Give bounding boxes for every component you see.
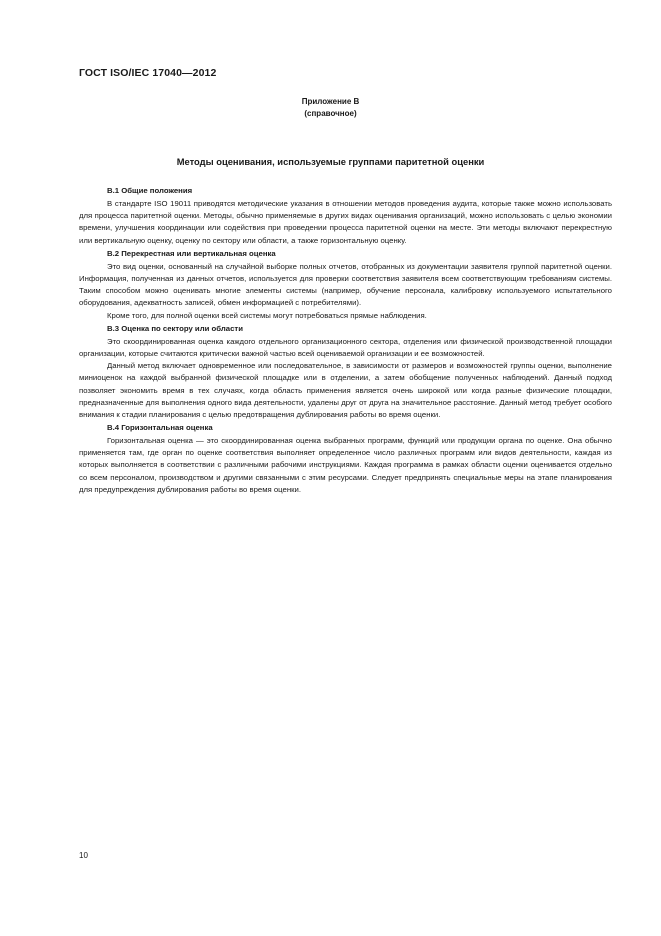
- appendix-type: (справочное): [304, 109, 357, 118]
- paragraph: Кроме того, для полной оценки всей системы могут потребоваться прямые наблюдения.: [107, 310, 427, 320]
- document-header: ГОСТ ISO/IEC 17040—2012: [79, 67, 217, 79]
- section-heading-b2: В.2 Перекрестная или вертикальная оценка: [107, 248, 276, 258]
- paragraph: Это вид оценки, основанный на случайной выборке полных отчетов, отобранных из документации заявителя группой паритетной оценки. Информация, полученная из данных отчетов, используется для проверки соответствия заявителя всем соответствующим требованиям системы. Таким способом можно оценивать многие элементы системы (например, обучение персонала, калибровку используемого испытательного оборудования, адекватность записей, обмен информацией с потребителями).: [79, 261, 612, 308]
- appendix-label-block: [0, 96, 661, 120]
- appendix-title: Методы оценивания, используемые группами паритетной оценки: [176, 156, 485, 167]
- page-number: 10: [79, 851, 88, 860]
- section-heading-b1: В.1 Общие положения: [107, 186, 193, 195]
- document-body: [79, 185, 612, 496]
- paragraph: В стандарте ISO 19011 приводятся методические указания в отношении методов проведения аудита, которые также можно использовать для процесса паритетной оценки. Методы, обычно применяемые в других видах оценивания организаций, можно использовать с целью экономии времени, улучшения координации или содействия при проведении процесса паритетной оценки на месте. Эти методы включают перекрестную или вертикальную оценку, оценку по сектору или области, а также горизонтальную оценку.: [79, 199, 612, 245]
- paragraph: Это скоординированная оценка каждого отдельного организационного сектора, отделения или физической производственной площадки организации, которые считаются критически важной частью всей оцениваемой организации и ее возможностей.: [79, 336, 612, 359]
- section-heading-b4: В.4 Горизонтальная оценка: [107, 422, 213, 432]
- section-heading-b3: В.3 Оценка по сектору или области: [107, 323, 243, 333]
- paragraph: Данный метод включает одновременное или последовательное, в зависимости от размеров и возможностей группы оценки, выполнение миниоценок на каждой выбранной физической площадке или в отделении, а затем обобщение полученных наблюдений. Данный подход позволяет экономить время в тех случаях, когда область применения является очень широкой или когда разные физические площадки, предназначенные для выполнения одного вида деятельности, удалены друг от друга на значительное расстояние. Данный метод требует особого внимания к стадии планирования с целью предотвращения дублирования работы во время оценки.: [79, 361, 612, 419]
- paragraph: Горизонтальная оценка — это скоординированная оценка выбранных программ, функций или продукции органа по оценке. Она обычно применяется там, где орган по оценке соответствия выполняет определенное число различных программ или видов деятельности, каждая из которых выполняется в соответствии с различными рабочими инструкциями. Каждая программа в рамках области оценки оценивается отдельно со всем персоналом, производством и другими связанными с этим ресурсами. Следует предпринять специальные меры на этапе планирования для предупреждения дублирования работы во время оценки.: [79, 436, 612, 494]
- appendix-label: Приложение В: [301, 97, 360, 106]
